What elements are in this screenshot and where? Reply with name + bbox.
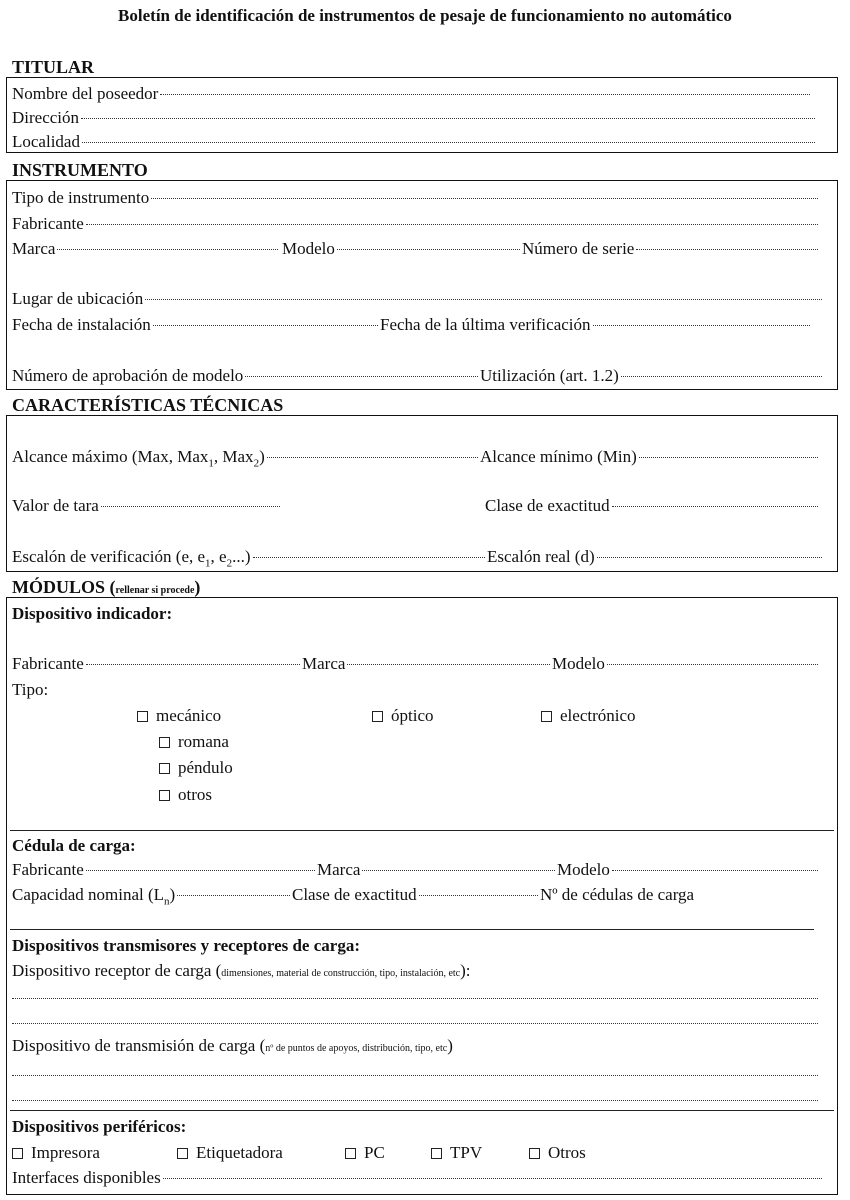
capacidad-fill[interactable] [177, 895, 290, 896]
celula-fabricante-fill[interactable] [86, 870, 315, 871]
localidad-field[interactable] [12, 132, 817, 152]
opt-romana[interactable] [159, 732, 229, 752]
otros-label: otros [178, 785, 212, 804]
serie-fill[interactable] [636, 249, 818, 250]
transmisores-title: Dispositivos transmisores y receptores de carga: [12, 936, 360, 955]
pendulo-checkbox[interactable] [159, 763, 170, 774]
clase-label: Clase de exactitud [485, 496, 610, 515]
fecha-verificacion-fill[interactable] [593, 325, 810, 326]
indicador-marca-label: Marca [302, 654, 346, 673]
indicador-tipo-label: Tipo: [12, 680, 49, 699]
celula-fabricante-label: Fabricante [12, 860, 84, 879]
opt-etiquetadora[interactable] [177, 1143, 283, 1163]
divider-celula [10, 830, 834, 831]
instrumento-heading: INSTRUMENTO [12, 160, 148, 180]
instrumento-box [6, 180, 838, 390]
mecanico-checkbox[interactable] [137, 711, 148, 722]
tara-fill[interactable] [101, 506, 280, 507]
opt-mecanico[interactable] [137, 706, 221, 726]
lugar-label: Lugar de ubicación [12, 289, 144, 308]
nombre-fill[interactable] [160, 94, 810, 95]
titular-heading: TITULAR [12, 57, 95, 77]
serie-label: Número de serie [522, 239, 635, 258]
marca-label: Marca [12, 239, 56, 258]
nombre-label: Nombre del poseedor [12, 84, 159, 103]
electronico-label: electrónico [560, 706, 636, 725]
fabricante-label: Fabricante [12, 214, 84, 233]
indicador-fabricante-label: Fabricante [12, 654, 84, 673]
perifericos-title: Dispositivos periféricos: [12, 1117, 187, 1136]
mecanico-label: mecánico [156, 706, 222, 725]
tipo-instrumento-field[interactable] [12, 188, 820, 208]
romana-label: romana [178, 732, 229, 751]
direccion-fill[interactable] [81, 118, 815, 119]
divider-transmisores [10, 929, 814, 930]
opt-otros[interactable] [159, 785, 212, 805]
opt-pc[interactable] [345, 1143, 385, 1163]
tpv-checkbox[interactable] [431, 1148, 442, 1159]
lugar-field[interactable] [12, 289, 824, 309]
escalon-real-label: Escalón real (d) [487, 547, 595, 566]
aprobacion-label: Número de aprobación de modelo [12, 366, 244, 385]
receptor-label: Dispositivo receptor de carga (dimensiones, material de construcción, tipo, instalación, etc): [12, 961, 471, 980]
celula-modelo-fill[interactable] [612, 870, 818, 871]
modelo-fill[interactable] [337, 249, 520, 250]
localidad-label: Localidad [12, 132, 80, 151]
capacidad-label: Capacidad nominal $(L_n)$ [12, 885, 176, 908]
alcance-max-label: Alcance máximo (Max, Max$_1$, Max$_2$) [12, 447, 265, 470]
opt-optico[interactable] [372, 706, 434, 726]
aprobacion-fill[interactable] [245, 376, 478, 377]
interfaces-field[interactable] [12, 1168, 824, 1188]
opt-pendulo[interactable] [159, 758, 233, 778]
fabricante-fill[interactable] [86, 224, 818, 225]
tara-label: Valor de tara [12, 496, 99, 515]
alcance-max-fill[interactable] [267, 457, 478, 458]
celula-clase-fill[interactable] [419, 895, 538, 896]
impresora-label: Impresora [31, 1143, 100, 1162]
pc-checkbox[interactable] [345, 1148, 356, 1159]
utilizacion-fill[interactable] [621, 376, 822, 377]
indicador-modelo-label: Modelo [552, 654, 605, 673]
modulos-heading: MÓDULOS (rellenar si procede) [12, 577, 201, 597]
fabricante-field[interactable] [12, 214, 820, 234]
pc-label: PC [364, 1143, 385, 1162]
receptor-line-2[interactable] [12, 1023, 818, 1024]
aprobacion-row [12, 366, 824, 386]
celula-modelo-label: Modelo [557, 860, 610, 879]
etiquetadora-label: Etiquetadora [196, 1143, 283, 1162]
alcance-min-fill[interactable] [639, 457, 818, 458]
tpv-label: TPV [450, 1143, 483, 1162]
fecha-verificacion-label: Fecha de la última verificación [380, 315, 591, 334]
etiquetadora-checkbox[interactable] [177, 1148, 188, 1159]
indicador-modelo-fill[interactable] [607, 664, 818, 665]
indicador-marca-fill[interactable] [347, 664, 550, 665]
modelo-label: Modelo [282, 239, 335, 258]
electronico-checkbox[interactable] [541, 711, 552, 722]
clase-fill[interactable] [612, 506, 818, 507]
escalon-row [12, 547, 824, 569]
divider-perifericos [10, 1110, 834, 1111]
romana-checkbox[interactable] [159, 737, 170, 748]
caracteristicas-heading: CARACTERÍSTICAS TÉCNICAS [12, 395, 284, 415]
opt-impresora[interactable] [12, 1143, 100, 1163]
celula-clase-label: Clase de exactitud [292, 885, 417, 904]
indicador-title: Dispositivo indicador: [12, 604, 173, 623]
otros-perifericos-checkbox[interactable] [529, 1148, 540, 1159]
opt-otros-perifericos[interactable] [529, 1143, 586, 1163]
escalon-verificacion-fill[interactable] [253, 557, 485, 558]
tara-clase-row [12, 496, 820, 516]
marca-fill[interactable] [57, 249, 278, 250]
celula-fabricante-row [12, 860, 820, 880]
utilizacion-label: Utilización (art. 1.2) [480, 366, 619, 385]
interfaces-fill[interactable] [163, 1178, 822, 1179]
optico-label: óptico [391, 706, 434, 725]
escalon-verificacion-label: Escalón de verificación (e, $e_1$, $e_2$...) [12, 547, 251, 570]
transmision-label: Dispositivo de transmisión de carga (nº de puntos de apoyos, distribución, tipo, etc) [12, 1036, 453, 1055]
escalon-real-fill[interactable] [597, 557, 822, 558]
indicador-fabricante-row [12, 654, 820, 674]
transmision-line-1[interactable] [12, 1075, 818, 1076]
interfaces-label: Interfaces disponibles [12, 1168, 161, 1187]
alcance-min-label: Alcance mínimo (Min) [480, 447, 637, 466]
tipo-instrumento-label: Tipo de instrumento [12, 188, 150, 207]
num-celulas-label: Nº de cédulas de carga [540, 885, 695, 904]
tipo-instrumento-fill[interactable] [151, 198, 818, 199]
pendulo-label: péndulo [178, 758, 233, 777]
fecha-instalacion-fill[interactable] [153, 325, 378, 326]
marca-modelo-serie-row [12, 239, 820, 259]
localidad-fill[interactable] [82, 142, 815, 143]
celula-title: Cédula de carga: [12, 836, 136, 855]
impresora-checkbox[interactable] [12, 1148, 23, 1159]
alcance-row [12, 447, 820, 469]
opt-tpv[interactable] [431, 1143, 482, 1163]
transmision-line-2[interactable] [12, 1100, 818, 1101]
celula-marca-fill[interactable] [362, 870, 555, 871]
nombre-field[interactable] [12, 84, 812, 104]
celula-capacidad-row [12, 885, 752, 907]
indicador-fabricante-fill[interactable] [86, 664, 300, 665]
otros-checkbox[interactable] [159, 790, 170, 801]
fecha-instalacion-label: Fecha de instalación [12, 315, 151, 334]
direccion-field[interactable] [12, 108, 817, 128]
document-title: Boletín de identificación de instrumentos de pesaje de funcionamiento no automático [118, 6, 732, 25]
opt-electronico[interactable] [541, 706, 636, 726]
optico-checkbox[interactable] [372, 711, 383, 722]
celula-marca-label: Marca [317, 860, 361, 879]
direccion-label: Dirección [12, 108, 80, 127]
otros-perifericos-label: Otros [548, 1143, 586, 1162]
receptor-line-1[interactable] [12, 998, 818, 999]
lugar-fill[interactable] [145, 299, 822, 300]
fechas-row [12, 315, 812, 335]
